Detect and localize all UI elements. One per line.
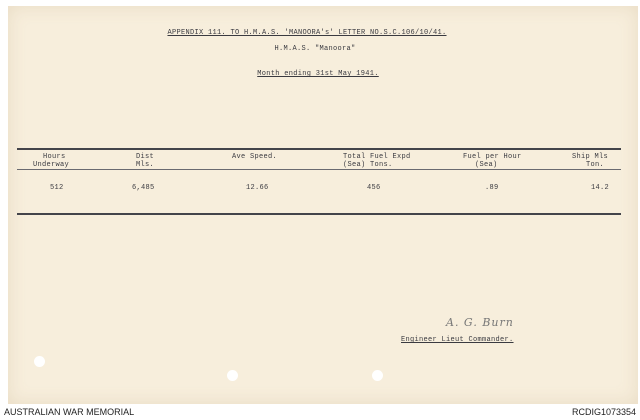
cell-hours: 512 — [50, 184, 64, 192]
signatory-title: Engineer Lieut Commander. — [401, 336, 514, 344]
appendix-title: APPENDIX 111. TO H.M.A.S. 'MANOORA's' LETTER NO.S.C.106/10/41. — [167, 29, 447, 37]
ship-name: H.M.A.S. "Manoora" — [274, 45, 356, 53]
cell-fuel-per-hour: .89 — [485, 184, 499, 192]
table-bottom-rule — [17, 213, 621, 215]
cell-dist: 6,485 — [132, 184, 155, 192]
table-top-rule — [17, 148, 621, 150]
col-header-fuel-per-hour: Fuel per Hour (Sea) — [463, 153, 522, 169]
handwritten-signature: A. G. Burn — [446, 316, 514, 329]
punch-hole-right — [372, 370, 383, 381]
col-header-dist: Dist Mls. — [136, 153, 155, 169]
punch-hole-left — [34, 356, 45, 367]
archive-id: RCDIG1073354 — [571, 407, 636, 417]
punch-hole-middle — [227, 370, 238, 381]
archive-footer — [0, 404, 640, 420]
col-header-ave-speed: Ave Speed. — [232, 153, 278, 161]
cell-total-fuel: 456 — [367, 184, 381, 192]
col-header-total-fuel: Total Fuel Expd (Sea) Tons. — [343, 153, 411, 169]
col-header-hours: Hours Underway — [33, 153, 70, 169]
col-header-ship-mls: Ship Mls Ton. — [572, 153, 609, 169]
cell-ship-mls: 14.2 — [591, 184, 610, 192]
period-line: Month ending 31st May 1941. — [257, 70, 379, 78]
table-header-rule — [17, 169, 621, 170]
cell-ave-speed: 12.66 — [246, 184, 269, 192]
document-page — [8, 6, 638, 404]
archive-name: AUSTRALIAN WAR MEMORIAL — [4, 407, 135, 417]
